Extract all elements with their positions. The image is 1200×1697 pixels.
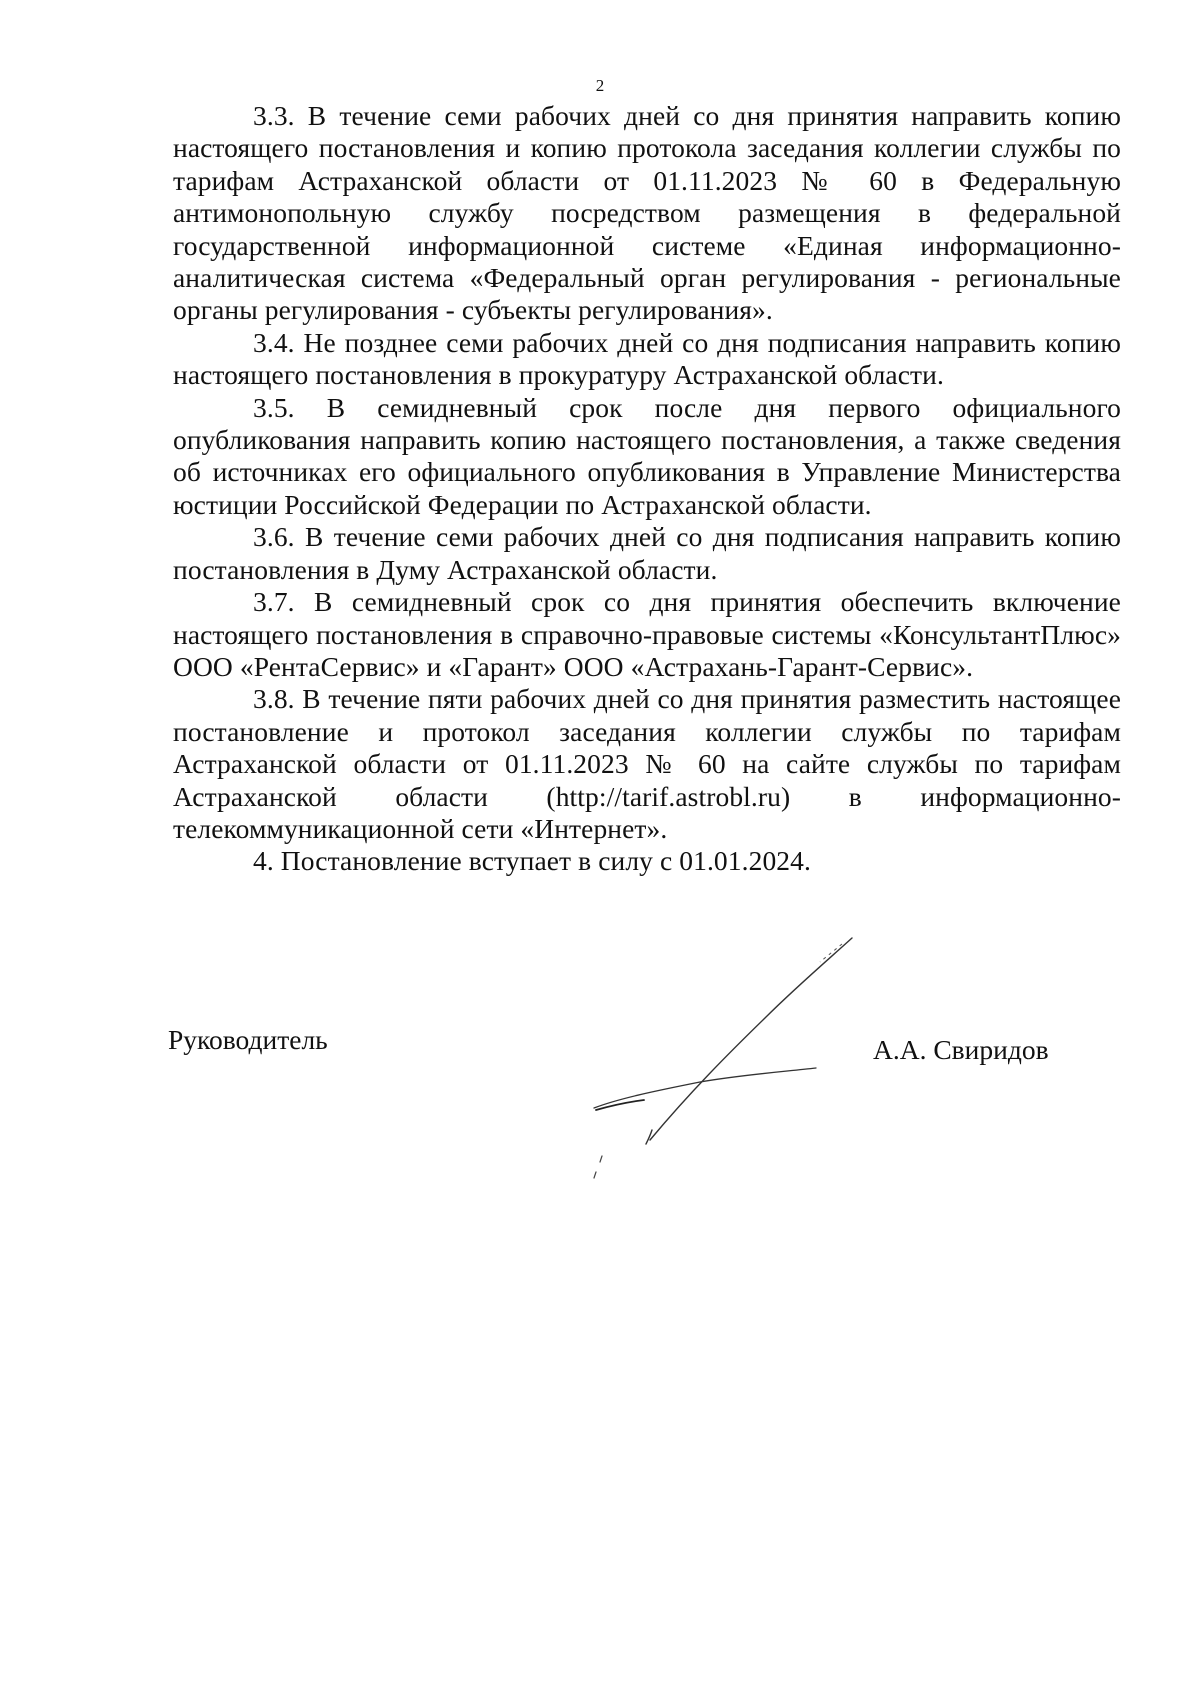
paragraph-3-4: 3.4. Не позднее семи рабочих дней со дня подписания направить копию настоящего постановления в прокуратуру Астраханской области. [173, 326, 1121, 391]
signer-name: А.А. Свиридов [873, 1034, 1049, 1065]
signer-position: Руководитель [168, 1024, 328, 1055]
paragraph-3-3: 3.3. В течение семи рабочих дней со дня принятия направить копию настоящего постановления и копию протокола заседания коллегии службы по тарифам Астраханской области от 01.11.2023 № 60 в Федеральную антимонопольную службу посредством размещения в федеральной государственной информационной системе «Единая информационно-аналитическая система «Федеральный орган регулирования - региональные органы регулирования - субъекты регулирования». [173, 100, 1121, 326]
paragraph-3-8: 3.8. В течение пяти рабочих дней со дня принятия разместить настоящее постановление и протокол заседания коллегии службы по тарифам Астраханской области от 01.11.2023 № 60 на сайте службы по тарифам Астраханской области (http://tarif.astrobl.ru) в информационно-телекоммуникационной сети «Интернет». [173, 683, 1121, 844]
paragraph-3-7: 3.7. В семидневный срок со дня принятия обеспечить включение настоящего постановления в справочно-правовые системы «КонсультантПлюс» ООО «РентаСервис» и «Гарант» ООО «Астрахань-Гарант-Сервис». [173, 586, 1121, 682]
handwritten-signature-icon [580, 930, 860, 1180]
paragraph-4: 4. Постановление вступает в силу с 01.01.2024. [253, 845, 811, 877]
paragraph-3-5: 3.5. В семидневный срок после дня первого официального опубликования направить копию настоящего постановления, а также сведения об источниках его официального опубликования в Управление Министерства юстиции Российской Федерации по Астраханской области. [173, 391, 1121, 520]
document-body [173, 100, 1121, 878]
page-number: 2 [595, 76, 605, 95]
paragraph-3-6: 3.6. В течение семи рабочих дней со дня подписания направить копию постановления в Думу Астраханской области. [173, 521, 1121, 585]
